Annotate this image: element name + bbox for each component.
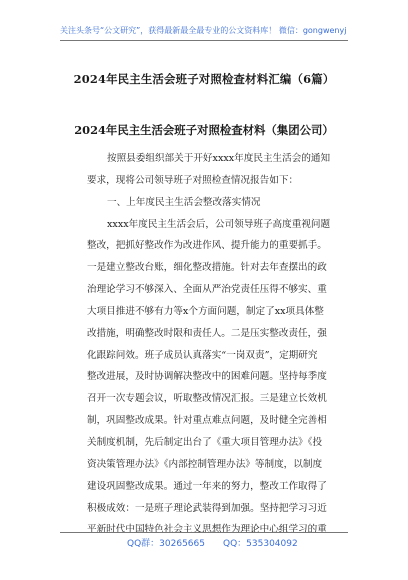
body-line: 要求，现将公司领导班子对照检查情况报告如下：: [87, 174, 299, 186]
body-line: 改措施，明确整改时限和责任人。二是压实整改责任，强: [87, 327, 327, 339]
body-line: 制，巩固整改成果。针对重点难点问题，及时健全完善相: [87, 415, 327, 427]
body-line: 积极成效：一是班子理论武装得到加强。坚持把学习习近: [87, 502, 327, 514]
subheading: 一、上年度民主生活会整改落实情况: [107, 196, 261, 208]
body-line: 一是建立整改台账，细化整改措施。针对去年查摆出的政: [87, 262, 327, 274]
header-divider: [60, 40, 348, 41]
body-line: 按照县委组织部关于开好xxxx年度民主生活会的通知: [107, 153, 331, 164]
body-line: 建设巩固整改成果。通过一年来的努力，整改工作取得了: [87, 480, 327, 492]
body-line: 整改，把抓好整改作为改进作风、提升能力的重要抓手。: [87, 240, 327, 252]
footer-divider: [60, 532, 348, 533]
document-title: 2024年民主生活会班子对照检查材料汇编（6篇）: [73, 72, 335, 86]
body-line: 治理论学习不够深入、全面从严治党责任压得不够实、重: [87, 284, 327, 296]
body-line: 整改进展，及时协调解决整改中的困难问题。坚持每季度: [87, 371, 327, 383]
body-line: xxxx年度民主生活会后，公司领导班子高度重视问题: [107, 218, 331, 230]
footer-qq-number: QQ：535304092: [223, 539, 298, 549]
body-line: 召开一次专题会议，听取整改情况汇报。三是建立长效机: [87, 393, 327, 405]
header-banner: 关注头条号“公文研究”，获得最新最全最专业的公文资料库！ 微信：gongwenyj: [60, 26, 347, 35]
body-line: 关制度机制，先后制定出台了《重大项目管理办法》《投: [87, 436, 323, 448]
body-line: 大项目推进不够有力等x个方面问题，制定了xx项具体整: [87, 305, 324, 317]
body-text: [87, 148, 353, 541]
body-line: 化跟踪问效。班子成员认真落实“一岗双责”，定期研究: [87, 349, 318, 361]
section-title: 2024年民主生活会班子对照检查材料（集团公司）: [74, 123, 334, 137]
footer-qq-group: QQ群：30265665: [127, 539, 205, 549]
body-line: 资决策管理办法》《内部控制管理办法》等制度，以制度: [87, 458, 323, 470]
body-line: 平新时代中国特色社会主义思想作为理论中心组学习的重: [87, 524, 327, 536]
